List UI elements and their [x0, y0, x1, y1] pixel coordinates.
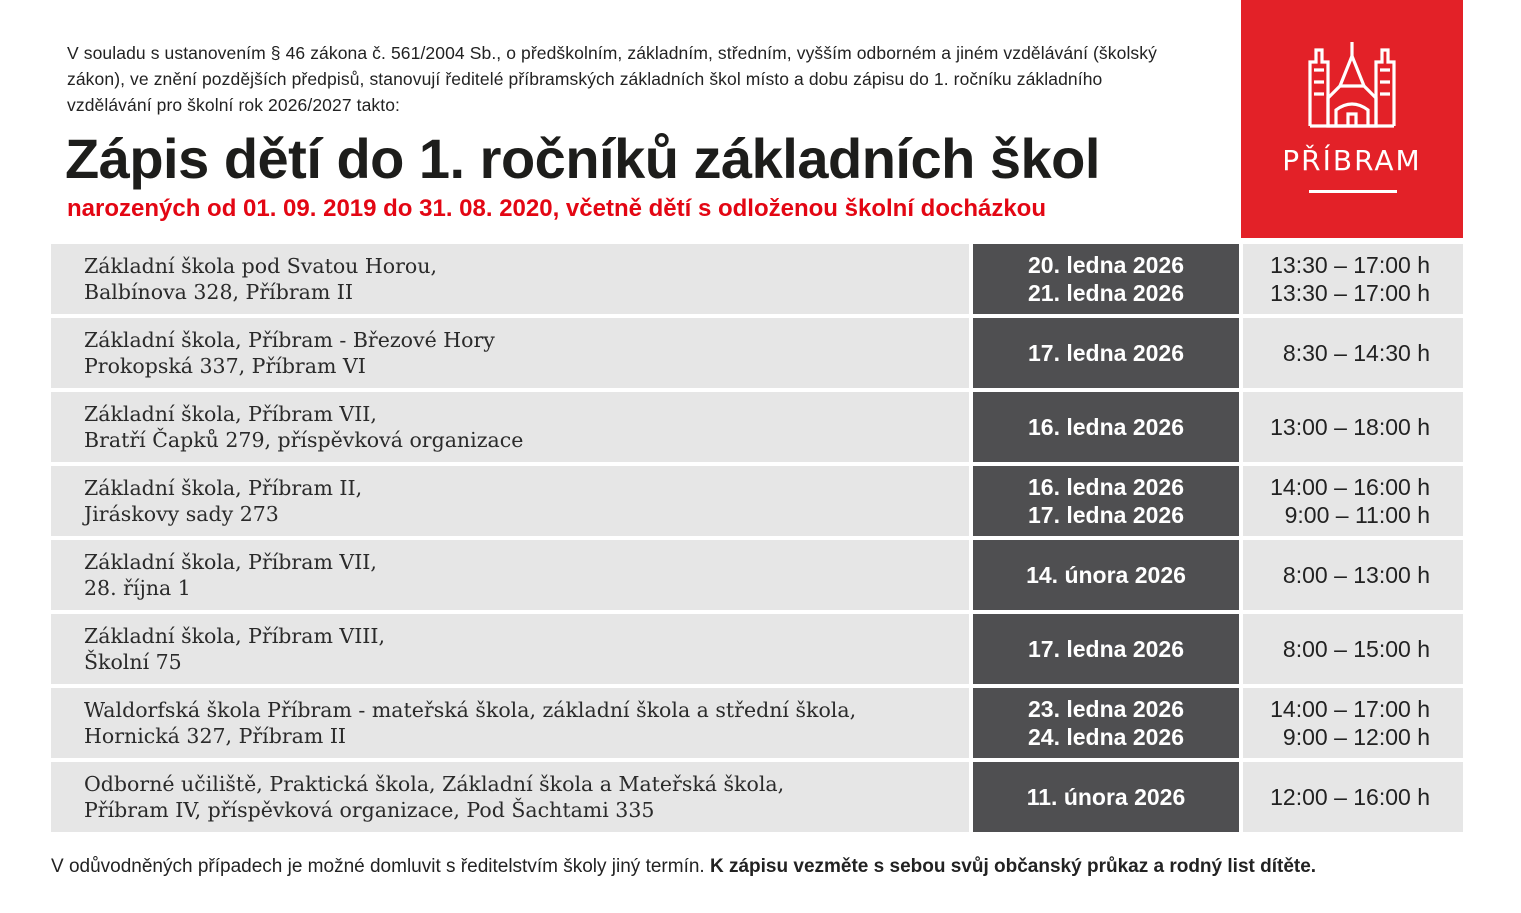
enrollment-time: 13:30 – 17:00 h — [1270, 252, 1430, 278]
page-subtitle: narozených od 01. 09. 2019 do 31. 08. 2020, včetně dětí s odloženou školní docházkou — [67, 195, 1046, 222]
school-name-line: Balbínova 328, Příbram II — [84, 280, 353, 304]
school-name-line: Hornická 327, Příbram II — [84, 724, 347, 748]
table-row — [51, 762, 1463, 832]
footer-note — [51, 854, 1316, 880]
table-row — [51, 540, 1463, 610]
table-row — [51, 244, 1463, 314]
date-cell — [973, 688, 1239, 758]
intro-paragraph: V souladu s ustanovením § 46 zákona č. 561/2004 Sb., o předškolním, základním, středním, vyšším odborném a jiném vzdělávání (školský zákon), ve znění pozdějších předpisů, stanovují ředitelé příbramských základních škol místo a dobu zápisu do 1. ročníku základního vzdělávání pro školní rok 2026/2027 takto: — [67, 43, 1157, 115]
school-name-cell — [51, 392, 969, 462]
school-name-line: Bratří Čapků 279, příspěvková organizace — [84, 428, 524, 452]
school-name-line: 28. října 1 — [84, 576, 191, 600]
time-cell — [1243, 762, 1463, 832]
pribram-logo — [1241, 0, 1463, 238]
page-title: Zápis dětí do 1. ročníků základních škol — [65, 127, 1100, 190]
date-cell — [973, 762, 1239, 832]
enrollment-date: 11. února 2026 — [1026, 784, 1186, 810]
date-cell — [973, 540, 1239, 610]
school-name-line: Základní škola, Příbram VII, — [84, 550, 377, 574]
enrollment-date: 23. ledna 2026 — [1028, 696, 1184, 722]
school-name-line: Jiráskovy sady 273 — [84, 502, 279, 526]
time-cell — [1243, 688, 1463, 758]
enrollment-time: 8:30 – 14:30 h — [1282, 340, 1430, 366]
table-row — [51, 392, 1463, 462]
time-cell — [1243, 318, 1463, 388]
school-name-line: Základní škola, Příbram II, — [84, 476, 363, 500]
enrollment-time: 12:00 – 16:00 h — [1270, 784, 1430, 810]
enrollment-time: 8:00 – 13:00 h — [1282, 562, 1430, 588]
school-name-line: Příbram IV, příspěvková organizace, Pod Šachtami 335 — [84, 798, 655, 822]
date-cell — [973, 244, 1239, 314]
enrollment-time: 13:00 – 18:00 h — [1270, 414, 1430, 440]
enrollment-date: 16. ledna 2026 — [1028, 474, 1184, 500]
enrollment-date: 24. ledna 2026 — [1028, 724, 1184, 750]
time-cell — [1243, 466, 1463, 536]
enrollment-date: 14. února 2026 — [1026, 562, 1186, 588]
time-cell — [1243, 392, 1463, 462]
school-name-line: Základní škola pod Svatou Horou, — [84, 254, 437, 278]
footer-note-bold: K zápisu vezměte s sebou svůj občanský průkaz a rodný list dítěte. — [709, 856, 1317, 877]
footer-note-normal: V odůvodněných případech je možné domluvit s ředitelstvím školy jiný termín. — [51, 856, 710, 877]
enrollment-time: 9:00 – 12:00 h — [1282, 724, 1430, 750]
school-name-line: Základní škola, Příbram VIII, — [84, 624, 386, 648]
enrollment-date: 21. ledna 2026 — [1028, 280, 1184, 306]
enrollment-date: 17. ledna 2026 — [1028, 340, 1184, 366]
school-name-cell — [51, 614, 969, 684]
enrollment-date: 20. ledna 2026 — [1028, 252, 1184, 278]
enrollment-time: 14:00 – 16:00 h — [1270, 474, 1430, 500]
school-name-line: Školní 75 — [84, 650, 182, 674]
date-cell — [973, 614, 1239, 684]
time-cell — [1243, 244, 1463, 314]
school-name-cell — [51, 762, 969, 832]
school-name-line: Odborné učiliště, Praktická škola, Základní škola a Mateřská škola, — [84, 772, 785, 796]
enrollment-time: 14:00 – 17:00 h — [1270, 696, 1430, 722]
date-cell — [973, 392, 1239, 462]
date-cell — [973, 318, 1239, 388]
school-name-line: Prokopská 337, Příbram VI — [84, 354, 366, 378]
table-row — [51, 614, 1463, 684]
school-name-line: Základní škola, Příbram VII, — [84, 402, 377, 426]
school-name-line: Waldorfská škola Příbram - mateřská škola, základní škola a střední škola, — [84, 698, 857, 722]
school-name-cell — [51, 688, 969, 758]
enrollment-date: 16. ledna 2026 — [1028, 414, 1184, 440]
table-row — [51, 688, 1463, 758]
logo-underline — [1309, 190, 1397, 193]
school-name-cell — [51, 466, 969, 536]
enrollment-time: 8:00 – 15:00 h — [1282, 636, 1430, 662]
school-name-cell — [51, 244, 969, 314]
pribram-town-icon — [1306, 40, 1398, 128]
date-cell — [973, 466, 1239, 536]
enrollment-time: 13:30 – 17:00 h — [1270, 280, 1430, 306]
logo-city-name: PŘÍBRAM — [1282, 144, 1422, 177]
table-row — [51, 318, 1463, 388]
enrollment-date: 17. ledna 2026 — [1028, 502, 1184, 528]
table-row — [51, 466, 1463, 536]
school-name-cell — [51, 318, 969, 388]
time-cell — [1243, 540, 1463, 610]
enrollment-time: 9:00 – 11:00 h — [1284, 502, 1430, 528]
enrollment-date: 17. ledna 2026 — [1028, 636, 1184, 662]
time-cell — [1243, 614, 1463, 684]
school-name-cell — [51, 540, 969, 610]
school-name-line: Základní škola, Příbram - Březové Hory — [84, 328, 495, 352]
enrollment-schedule-table — [51, 244, 1463, 836]
